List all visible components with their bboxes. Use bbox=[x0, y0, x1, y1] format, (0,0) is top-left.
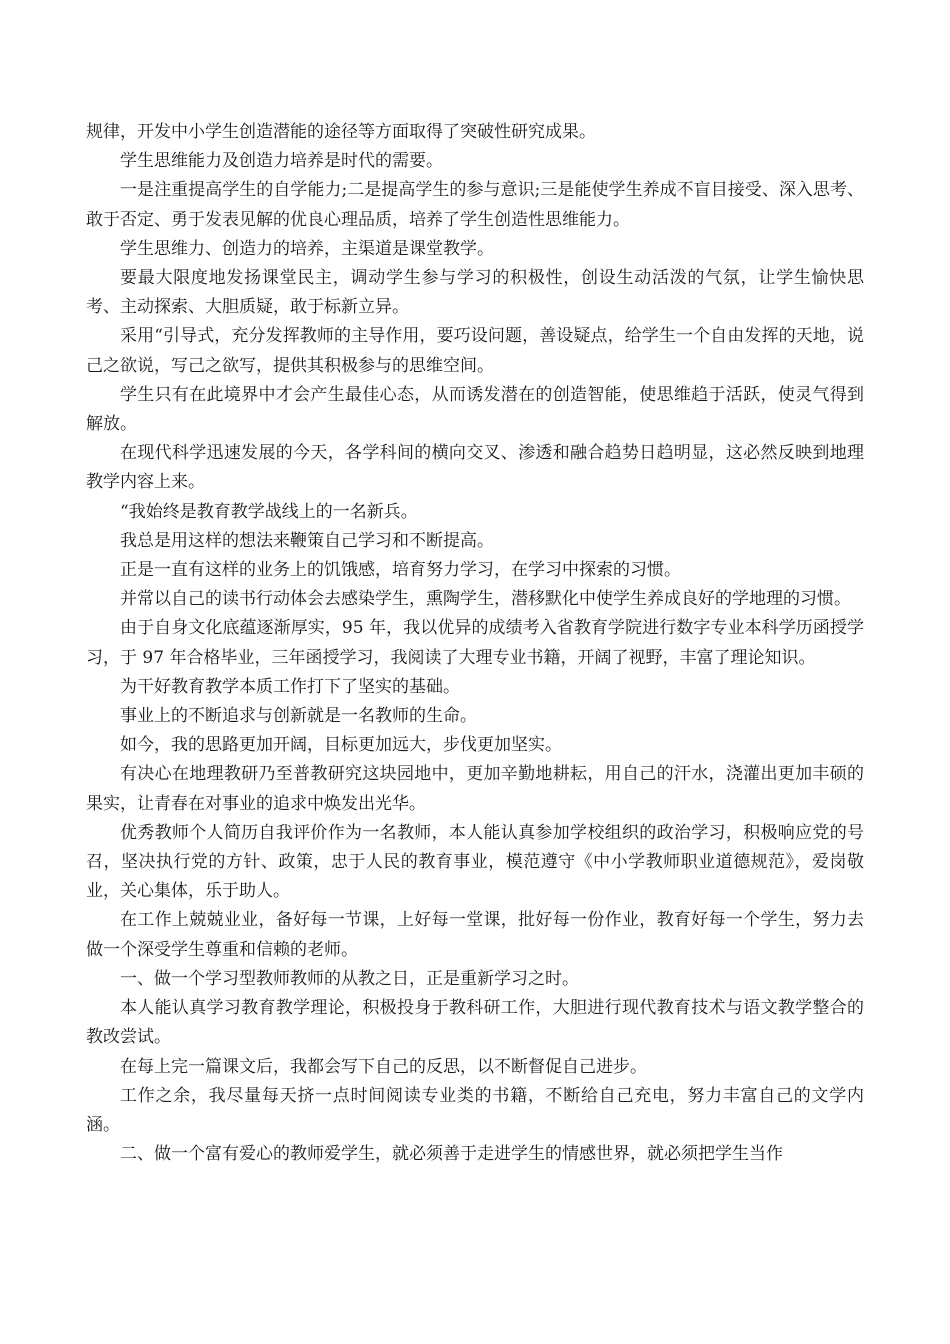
paragraph: 一是注重提高学生的自学能力;二是提高学生的参与意识;三是能使学生养成不盲目接受、深入思考、敢于否定、勇于发表见解的优良心理品质，培养了学生创造性思维能力。 bbox=[86, 180, 864, 230]
paragraph: 在现代科学迅速发展的今天，各学科间的横向交叉、渗透和融合趋势日趋明显，这必然反映到地理教学内容上来。 bbox=[86, 443, 864, 493]
paragraph: 采用“引导式，充分发挥教师的主导作用，要巧设问题，善设疑点，给学生一个自由发挥的天地，说己之欲说，写己之欲写，提供其积极参与的思维空间。 bbox=[86, 326, 864, 376]
paragraph: 正是一直有这样的业务上的饥饿感，培育努力学习，在学习中探索的习惯。 bbox=[120, 560, 681, 581]
paragraph: 学生思维能力及创造力培养是时代的需要。 bbox=[120, 151, 443, 172]
paragraph: 我总是用这样的想法来鞭策自己学习和不断提高。 bbox=[120, 530, 494, 551]
paragraph: 事业上的不断追求与创新就是一名教师的生命。 bbox=[120, 706, 477, 727]
paragraph: 二、做一个富有爱心的教师爱学生，就必须善于走进学生的情感世界，就必须把学生当作 bbox=[120, 1144, 783, 1165]
paragraph: 由于自身文化底蕴逐渐厚实，95 年，我以优异的成绩考入省教育学院进行数字专业本科学历函授学习，于 97 年合格毕业，三年函授学习，我阅读了大理专业书籍，开阔了视野，丰富了理论知识。 bbox=[86, 618, 864, 668]
paragraph: 学生思维力、创造力的培养，主渠道是课堂教学。 bbox=[120, 238, 494, 259]
paragraph: 规律，开发中小学生创造潜能的途径等方面取得了突破性研究成果。 bbox=[86, 122, 596, 142]
paragraph: 如今，我的思路更加开阔，目标更加远大，步伐更加坚实。 bbox=[120, 735, 562, 756]
paragraph: 工作之余，我尽量每天挤一点时间阅读专业类的书籍，不断给自己充电，努力丰富自己的文学内涵。 bbox=[86, 1085, 864, 1135]
paragraph: 在工作上兢兢业业，备好每一节课，上好每一堂课，批好每一份作业，教育好每一个学生，努力去做一个深受学生尊重和信赖的老师。 bbox=[86, 910, 864, 960]
paragraph: 学生只有在此境界中才会产生最佳心态，从而诱发潜在的创造智能，使思维趋于活跃，使灵气得到解放。 bbox=[86, 384, 864, 435]
paragraph: 并常以自己的读书行动体会去感染学生，熏陶学生，潜移默化中使学生养成良好的学地理的习惯。 bbox=[120, 589, 851, 610]
paragraph: 要最大限度地发扬课堂民主，调动学生参与学习的积极性，创设生动活泼的气氛，让学生愉快思考、主动探索、大胆质疑，敢于标新立异。 bbox=[86, 268, 864, 318]
paragraph: 优秀教师个人简历自我评价作为一名教师，本人能认真参加学校组织的政治学习，积极响应党的号召，坚决执行党的方针、政策，忠于人民的教育事业，模范遵守《中小学教师职业道德规范》，爱岗敬业，关心集体，乐于助人。 bbox=[86, 822, 864, 902]
paragraph: 一、做一个学习型教师教师的从教之日，正是重新学习之时。 bbox=[120, 968, 579, 989]
paragraph: 在每上完一篇课文后，我都会写下自己的反思，以不断督促自己进步。 bbox=[120, 1056, 647, 1077]
paragraph: 为干好教育教学本质工作打下了坚实的基础。 bbox=[120, 676, 460, 697]
paragraph: 本人能认真学习教育教学理论，积极投身于教科研工作，大胆进行现代教育技术与语文教学整合的教改尝试。 bbox=[86, 998, 864, 1048]
paragraph: “我始终是教育教学战线上的一名新兵。 bbox=[120, 501, 418, 522]
document-body bbox=[86, 118, 864, 1169]
paragraph: 有决心在地理教研乃至普教研究这块园地中，更加辛勤地耕耘，用自己的汗水，浇灌出更加丰硕的果实，让青春在对事业的追求中焕发出光华。 bbox=[86, 764, 864, 814]
